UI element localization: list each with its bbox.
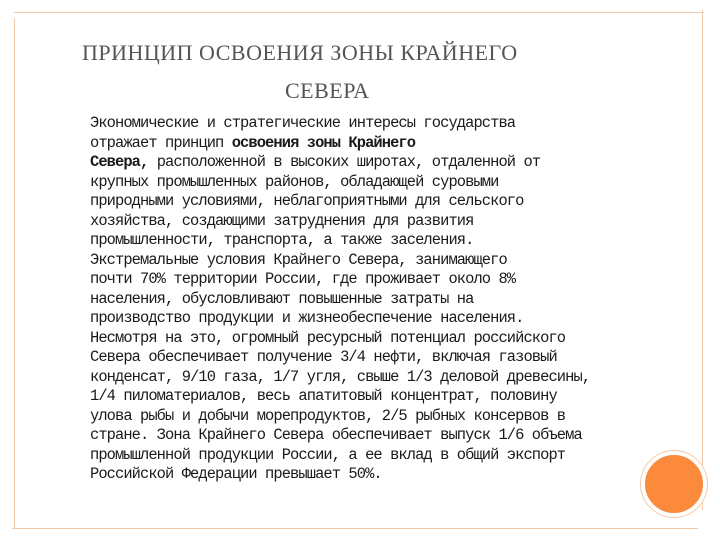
body-rest: расположенной в высоких широтах, отдаленной от крупных промышленных районов, обладающей суровыми природными условиями, неблагоприятными для сельского хозяйства, создающими затруднения для развития промышленности, транспорта, а также заселения. Экстремальные условия Крайнего Севера, занимающего почти 70% территории России, где проживает около 8% населения, обусловливают повышенные затраты на производство продукции и жизнеобеспечение населения. Несмотря на это, огромный ресурсный потенциал российского Севера обеспечивает получение 3/4 нефти, включая газовый конденсат, 9/10 газа, 1/7 угля, свыше 1/3 деловой древесины, 1/4 пиломатериалов, весь апатитовый концентрат, половину улова рыбы и добычи морепродуктов, 2/5 рыбных консервов в стране. Зона Крайнего Севера обеспечивает выпуск 1/6 объема промышленной продукции России, а ее вклад в общий экспорт Российской Федерации превышает 50%. [90, 153, 591, 483]
slide-title-line2: СЕВЕРА [285, 78, 370, 103]
slide-title-line1: ПРИНЦИП ОСВОЕНИЯ ЗОНЫ КРАЙНЕГО [82, 40, 518, 65]
frame-border-left [14, 18, 15, 528]
frame-border-top [14, 12, 704, 13]
decorative-orange-circle [641, 451, 707, 517]
slide-title [82, 34, 642, 110]
frame-border-right [702, 10, 703, 510]
frame-border-bottom [12, 528, 698, 529]
body-intro: Экономические и стратегические интересы государства отражает принцип [90, 114, 516, 152]
body-paragraph [90, 114, 700, 485]
body-bold-phrase: освоения зоны Крайнего Севера, [90, 133, 416, 171]
